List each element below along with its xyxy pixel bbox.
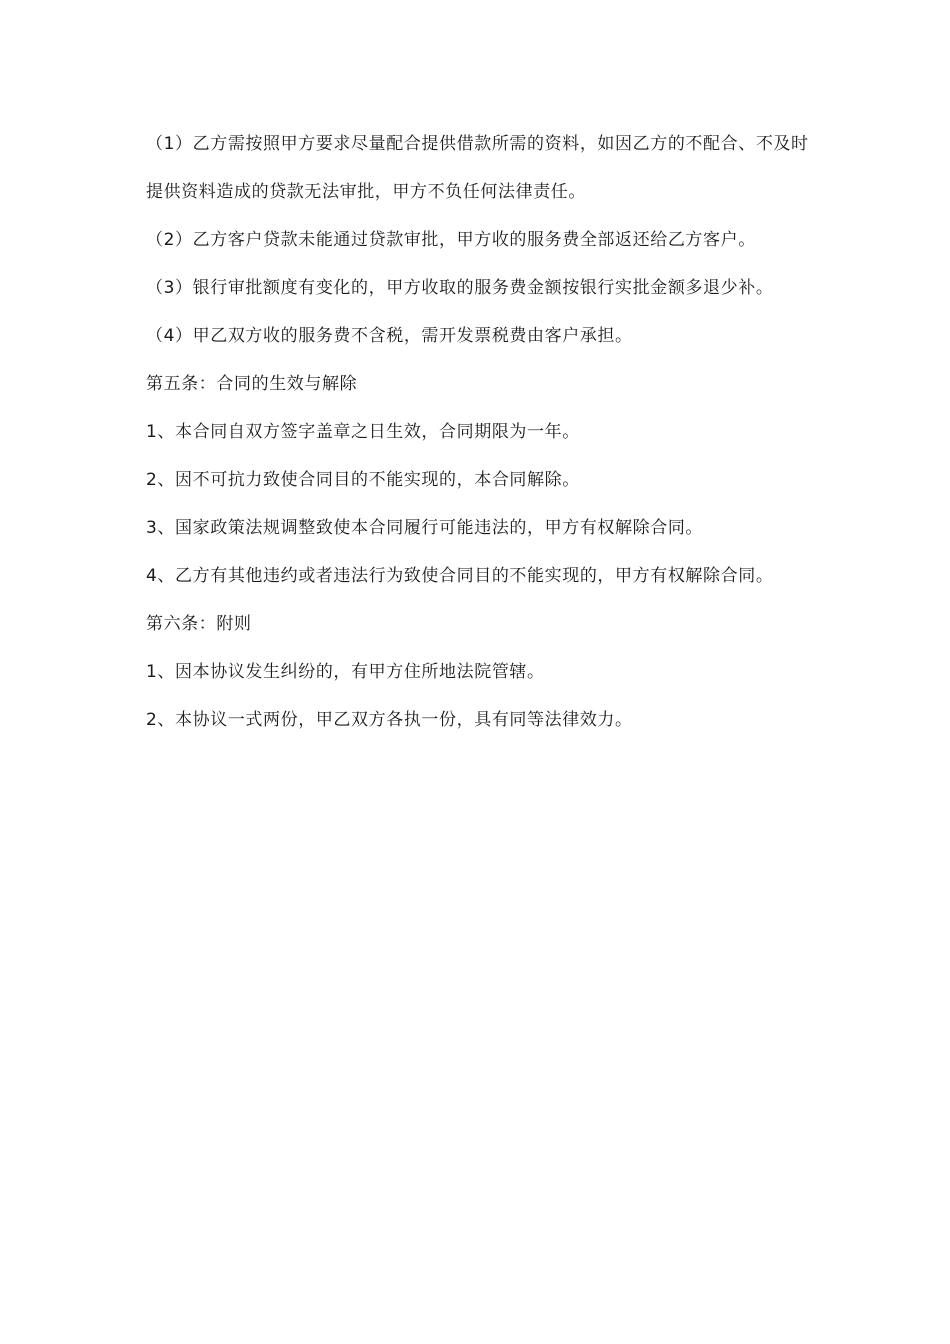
section-heading-article-6: 第六条：附则 <box>146 614 252 634</box>
paragraph-clause-5-1: 1、本合同自双方签字盖章之日生效，合同期限为一年。 <box>146 422 580 442</box>
paragraph-clause-6-1: 1、因本协议发生纠纷的，有甲方住所地法院管辖。 <box>146 662 545 682</box>
section-heading-article-5: 第五条：合同的生效与解除 <box>146 374 358 394</box>
paragraph-clause-4-3: （3）银行审批额度有变化的，甲方收取的服务费金额按银行实批金额多退少补。 <box>146 278 774 298</box>
paragraph-clause-5-3: 3、国家政策法规调整致使本合同履行可能违法的，甲方有权解除合同。 <box>146 518 704 538</box>
paragraph-clause-5-2: 2、因不可抗力致使合同目的不能实现的，本合同解除。 <box>146 470 580 490</box>
paragraph-clause-5-4: 4、乙方有其他违约或者违法行为致使合同目的不能实现的，甲方有权解除合同。 <box>146 566 774 586</box>
paragraph-clause-4-1: （1）乙方需按照甲方要求尽量配合提供借款所需的资料，如因乙方的不配合、不及时提供资料造成的贷款无法审批，甲方不负任何法律责任。 <box>146 134 809 202</box>
paragraph-clause-6-2: 2、本协议一式两份，甲乙双方各执一份，具有同等法律效力。 <box>146 710 633 730</box>
paragraph-clause-4-4: （4）甲乙双方收的服务费不含税，需开发票税费由客户承担。 <box>146 326 633 346</box>
document-body <box>146 120 814 744</box>
paragraph-clause-4-2: （2）乙方客户贷款未能通过贷款审批，甲方收的服务费全部返还给乙方客户。 <box>146 230 756 250</box>
